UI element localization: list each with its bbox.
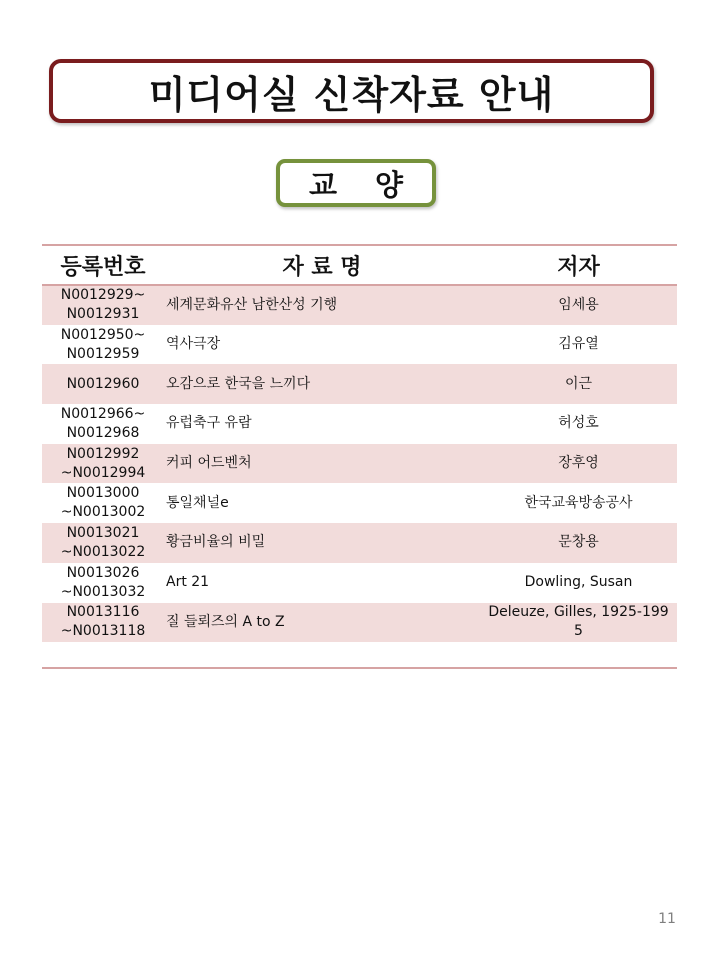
header-registration-number: 등록번호 [42,245,164,285]
registration-number-cell: N0013021 ~N0013022 [60,524,146,560]
new-materials-table [42,244,677,669]
registration-number-cell: N0013116 ~N0013118 [60,604,146,640]
author-cell: 임세용 [558,296,599,313]
registration-number-cell: N0013026 ~N0013032 [60,564,146,600]
author-cell: 한국교육방송공사 [524,494,633,511]
page-title: 미디어실 신착자료 안내 [148,72,555,117]
author-cell: 문창용 [558,534,599,551]
registration-number-cell: N0012992 ~N0012994 [60,445,146,481]
category-banner [276,159,436,207]
title-cell: Art 21 [166,574,210,591]
category-label: 교 양 [308,167,418,202]
author-cell: Deleuze, Gilles, 1925-199 5 [488,604,669,640]
table-row [42,523,677,563]
title-cell: 세계문화유산 남한산성 기행 [166,296,338,313]
header-title: 자 료 명 [164,245,480,285]
table-row [42,285,677,325]
registration-number-cell: N0012950~ N0012959 [60,326,146,362]
page-number: 11 [658,911,676,927]
table-body [42,285,677,668]
registration-number-cell: N0012929~ N0012931 [60,287,146,323]
title-cell: 질 들뢰즈의 A to Z [166,613,285,630]
title-banner [49,59,654,123]
table-row [42,603,677,643]
title-cell: 오감으로 한국을 느끼다 [166,375,311,392]
registration-number-cell: N0012966~ N0012968 [60,405,146,441]
table-row [42,364,677,404]
author-cell: 장후영 [558,455,599,472]
title-cell: 역사극장 [166,336,221,353]
title-cell: 통일채널e [166,494,229,511]
title-cell: 유럽축구 유람 [166,415,252,432]
author-cell: Dowling, Susan [524,574,633,591]
table-row [42,325,677,365]
registration-number-cell: N0012960 [66,375,140,392]
title-cell: 황금비율의 비밀 [166,534,266,551]
table-row [42,404,677,444]
author-cell: 김유열 [558,336,599,353]
table-bottom-rule [42,642,677,668]
table-row [42,563,677,603]
header-author: 저자 [480,245,677,285]
author-cell: 이근 [564,375,593,392]
table-row [42,483,677,523]
registration-number-cell: N0013000 ~N0013002 [60,485,146,521]
table-row [42,444,677,484]
table-header-row [42,245,677,285]
title-cell: 커피 어드벤처 [166,455,252,472]
author-cell: 허성호 [558,415,599,432]
